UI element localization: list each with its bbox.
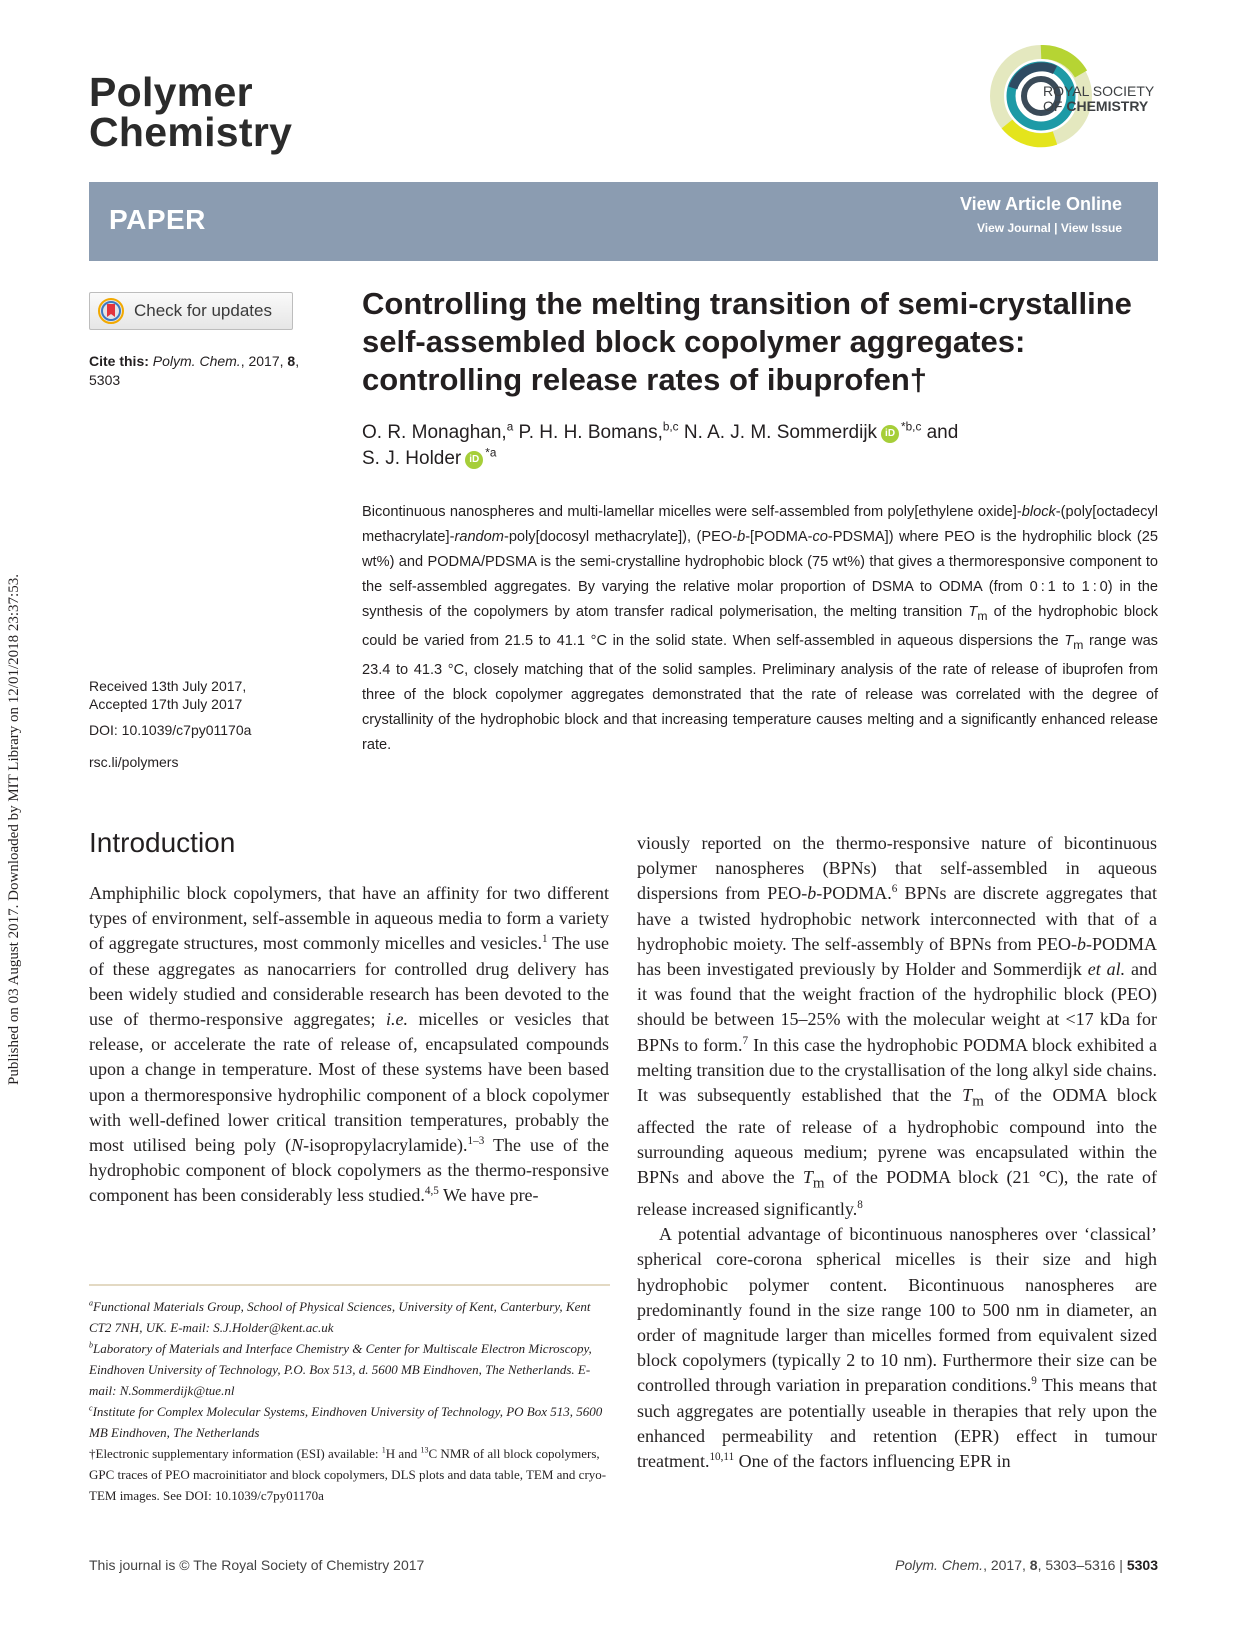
article-title <box>362 285 1162 399</box>
section-heading-introduction: Introduction <box>89 827 236 858</box>
bookmark-icon <box>98 298 124 324</box>
affiliation-c <box>89 1401 613 1443</box>
author-conjunction: and <box>921 422 959 443</box>
author-name: N. A. J. M. Sommerdijk <box>678 422 878 443</box>
check-for-updates-button[interactable] <box>89 292 293 330</box>
body-text: Amphiphilic block copolymers, that have an affinity for two different types of environment, self-assemble in aqueous media to form a variety of aggregate structures, most commonly micelles and vesicles. <box>89 883 609 954</box>
tm-symbol: T <box>962 1085 973 1106</box>
abstract-text: range was 23.4 to 41.3 °C, closely matching that of the solid samples. Preliminary analysis of the rate of release of ibuprofen from three of the block copolymer aggregates demonstrated that the rate of release was correlated with the degree of crystallinity of the hydrophobic block and that increasing temperature causes melting and a significantly enhanced release rate. <box>362 632 1158 753</box>
reference-mark[interactable]: 6 <box>891 883 898 896</box>
body-text: A potential advantage of bicontinuous nanospheres over ‘classical’ spherical core-corona spherical micelles is their size and high hydrophobic polymer content. Bicontinuous nanospheres are predominantly found in the size range 100 to 500 nm in diameter, an order of magnitude larger than micelles formed from equivalent sized block copolymers (typically 2 to 10 nm). Furthermore their size can be controlled through variation in preparation conditions. <box>637 1224 1157 1396</box>
abstract-italic: random <box>454 529 504 545</box>
reference-mark[interactable]: 9 <box>1031 1375 1037 1388</box>
footer-volume: 8 <box>1029 1557 1038 1573</box>
journal-title-line2: Chemistry <box>89 109 293 155</box>
affiliation-mark: *a <box>485 446 497 460</box>
abstract-italic: block <box>1021 504 1056 520</box>
rsc-wordmark-of: OF <box>1043 98 1063 114</box>
abstract-text: -(poly[octadecyl methacrylate]- <box>362 504 1158 545</box>
link-separator: | <box>1054 221 1058 235</box>
tm-subscript: m <box>812 1175 825 1192</box>
body-text: micelles or vesicles that release, or accelerate the rate of release of, encapsulated compounds upon a change in temperature. Most of these systems have been based upon a thermoresponsive hydrophilic component of a block copolymer with well-defined lower critical transition temperatures, probably the most utilised being poly ( <box>89 1009 609 1156</box>
article-title-line2: self-assembled block copolymer aggregates: <box>362 324 1026 359</box>
footer-copyright: This journal is © The Royal Society of Chemistry 2017 <box>89 1557 425 1573</box>
section-header-bar <box>89 182 1158 261</box>
body-column-left <box>89 881 609 1209</box>
article-title-line3: controlling release rates of ibuprofen† <box>362 362 928 397</box>
isotope-mark: 1 <box>381 1445 386 1455</box>
journal-title-line1: Polymer <box>89 69 253 115</box>
footnotes <box>89 1296 613 1506</box>
abstract <box>362 500 1158 758</box>
abstract-text: of the hydrophobic block could be varied from 21.5 to 41.1 °C in the solid state. When self-assembled in aqueous dispersions the <box>362 604 1158 649</box>
article-dates <box>89 677 246 713</box>
footer-separator: | <box>1115 1557 1127 1573</box>
abstract-text: Bicontinuous nanospheres and multi-lamellar micelles were self-assembled from poly[ethylene oxide]- <box>362 504 1022 520</box>
affiliation-mark: b,c <box>662 420 679 434</box>
view-issue-link[interactable]: View Issue <box>1060 221 1122 235</box>
footer-citation <box>895 1557 1158 1573</box>
abstract-text: -[PODMA- <box>745 529 813 545</box>
body-text: viously reported on the thermo-responsive nature of bicontinuous polymer nanospheres (BPNs) that self-assembled in aqueous dispersions from PEO- <box>637 833 1157 904</box>
affiliation-mark: b <box>89 1340 94 1350</box>
publication-stamp <box>6 574 22 1086</box>
tm-symbol: T <box>802 1167 813 1188</box>
abstract-italic: co <box>812 529 828 545</box>
rsc-wordmark <box>1043 84 1154 114</box>
tm-subscript: m <box>972 1093 984 1110</box>
affiliation-mark: a <box>89 1298 94 1308</box>
affiliation-b <box>89 1338 613 1401</box>
author-name: P. H. H. Bomans, <box>513 422 663 443</box>
body-italic: b <box>1076 933 1086 954</box>
footnote-divider <box>89 1284 610 1286</box>
tm-symbol: T <box>1064 632 1074 649</box>
esi-text: C NMR of all block copolymers, GPC traces of PEO macroinitiator and block copolymers, DLS plots and data table, TEM and cryo-TEM images. See DOI: 10.1039/c7py01170a <box>89 1446 607 1503</box>
tm-subscript: m <box>1073 637 1084 652</box>
reference-mark[interactable]: 7 <box>742 1034 749 1047</box>
orcid-icon[interactable]: iD <box>465 451 483 469</box>
cite-journal: Polym. Chem. <box>152 353 241 369</box>
body-text: -PODMA. <box>816 883 892 904</box>
footer-pages: , 5303–5316 <box>1037 1557 1116 1573</box>
doi[interactable]: DOI: 10.1039/c7py01170a <box>89 722 252 738</box>
body-text: -PODMA has been investigated previously by Holder and Sommerdijk <box>637 933 1157 980</box>
esi-text: H and <box>385 1446 421 1461</box>
accepted-date: Accepted 17th July 2017 <box>89 696 243 712</box>
orcid-icon[interactable]: iD <box>881 425 899 443</box>
body-text: -isopropylacrylamide). <box>303 1135 468 1156</box>
author-name: O. R. Monaghan, <box>362 422 507 443</box>
rsc-wordmark-line2 <box>1043 99 1154 114</box>
reference-mark[interactable]: 1 <box>542 933 548 946</box>
article-title-line1: Controlling the melting transition of semi-crystalline <box>362 286 1132 321</box>
rsc-wordmark-chemistry: CHEMISTRY <box>1066 98 1149 114</box>
view-article-online-link[interactable]: View Article Online <box>959 194 1122 214</box>
footer-year: , 2017, <box>983 1557 1030 1573</box>
section-label: PAPER <box>109 204 206 235</box>
body-text: of the ODMA block affected the rate of release of a hydrophobic compound into the surrounding aqueous medium; pyrene was encapsulated within the BPNs and above the <box>637 1085 1157 1188</box>
body-text: of the PODMA block (21 °C), the rate of release increased significantly. <box>637 1167 1157 1220</box>
tm-symbol: T <box>968 604 978 620</box>
journal-link[interactable]: rsc.li/polymers <box>89 754 179 770</box>
body-italic: b <box>807 883 817 904</box>
affiliation-mark: *b,c <box>901 420 922 434</box>
rsc-wordmark-line1: ROYAL SOCIETY <box>1043 83 1155 99</box>
author-name: S. J. Holder <box>362 448 462 469</box>
body-text: and it was found that the weight fraction of the hydrophilic block (PEO) should be between 15–25% with the molecular weight at <17 kDa for BPNs to form. <box>637 959 1157 1055</box>
reference-mark[interactable]: 10,11 <box>709 1451 735 1464</box>
author-list <box>362 420 1162 472</box>
journal-title <box>89 69 293 155</box>
body-text: This means that such aggregates are potentially useable in therapies that rely upon the enhanced permeability and retention (EPR) effect in tumour treatment. <box>637 1375 1158 1472</box>
cite-volume: 8 <box>287 353 296 369</box>
affiliation-text: Laboratory of Materials and Interface Chemistry & Center for Multiscale Electron Microscopy, Eindhoven University of Technology, P.O. Box 513, d. 5600 MB Eindhoven, The Netherlands. E-mail: N.Sommerdijk@tue.nl <box>89 1341 592 1398</box>
cite-pages: , 5303 <box>89 353 300 388</box>
affiliation-a <box>89 1296 613 1338</box>
abstract-text: -poly[docosyl methacrylate]), (PEO- <box>503 529 738 545</box>
abstract-italic: b <box>737 529 746 545</box>
body-column-right <box>637 831 1157 1474</box>
publication-stamp-text: Published on 03 August 2017. Downloaded by MIT Library on 12/01/2018 23:37:53. <box>6 574 22 1085</box>
body-text: The use of the hydrophobic component of block copolymers as the thermo-responsive component has been considerably less studied. <box>89 1135 609 1206</box>
check-for-updates-label: Check for updates <box>134 301 272 320</box>
body-text: In this case the hydrophobic PODMA block exhibited a melting transition due to the crystallisation of the long alkyl side chains. It was subsequently established that the <box>637 1034 1157 1106</box>
cite-year: , 2017, <box>240 353 288 369</box>
reference-mark[interactable]: 1–3 <box>467 1135 485 1148</box>
tm-subscript: m <box>977 608 988 623</box>
body-italic: N <box>291 1135 304 1156</box>
footer-journal: Polym. Chem. <box>895 1557 984 1573</box>
citation-info <box>89 352 329 390</box>
view-journal-link[interactable]: View Journal <box>976 221 1051 235</box>
body-italic: et al. <box>1087 959 1126 980</box>
reference-mark[interactable]: 8 <box>857 1199 863 1212</box>
paragraph <box>637 1222 1157 1474</box>
abstract-text: -PDSMA]) where PEO is the hydrophilic block (25 wt%) and PODMA/PDSMA is the semi-crystalline hydrophobic block (75 wt%) that gives a thermoresponsive component to the self-assembled aggregates. By varying the relative molar proportion of DSMA to ODMA (from 0 : 1 to 1 : 0) in the synthesis of the copolymers by atom transfer radical polymerisation, the melting transition <box>362 529 1158 620</box>
esi-text: †Electronic supplementary information (ESI) available: <box>89 1446 382 1461</box>
page-number: 5303 <box>1126 1557 1158 1573</box>
paragraph <box>637 831 1157 1222</box>
affiliation-text: Functional Materials Group, School of Physical Sciences, University of Kent, Canterbury, Kent CT2 7NH, UK. E-mail: S.J.Holder@kent.ac.uk <box>89 1299 591 1335</box>
view-links <box>977 221 1122 235</box>
body-text: The use of these aggregates as nanocarriers for controlled drug delivery has been widely studied and considerable research has been devoted to the use of thermo-responsive aggregates; <box>89 933 610 1030</box>
body-text: BPNs are discrete aggregates that have a twisted hydrophobic network interconnected with that of a hydrophobic moiety. The self-assembly of BPNs from PEO- <box>637 883 1157 954</box>
reference-mark[interactable]: 4,5 <box>424 1185 439 1198</box>
affiliation-mark: c <box>89 1403 93 1413</box>
body-text: One of the factors influencing EPR in <box>734 1451 1011 1472</box>
affiliation-mark: a <box>506 420 514 434</box>
body-text: We have pre- <box>438 1185 539 1206</box>
isotope-mark: 13 <box>420 1445 429 1455</box>
received-date: Received 13th July 2017, <box>89 678 247 694</box>
esi-note <box>89 1443 613 1506</box>
cite-label: Cite this: <box>89 353 149 369</box>
body-italic: i.e. <box>385 1009 408 1030</box>
affiliation-text: Institute for Complex Molecular Systems, Eindhoven University of Technology, PO Box 513, 5600 MB Eindhoven, The Netherlands <box>89 1404 603 1440</box>
